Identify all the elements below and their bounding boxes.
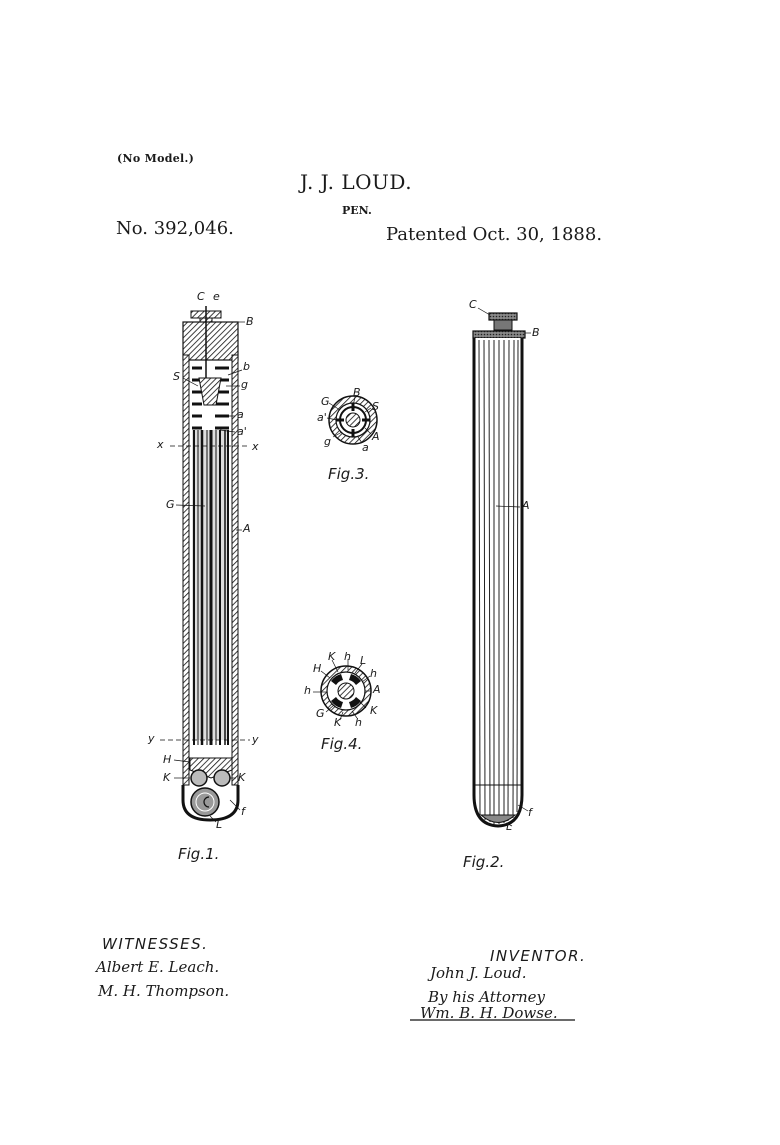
ref-label: K bbox=[163, 771, 171, 784]
ref-label: K bbox=[370, 704, 378, 717]
ref-label: A bbox=[372, 430, 380, 443]
fig2-drawing bbox=[473, 308, 531, 826]
inventor-name: J. J. LOUD. bbox=[300, 170, 413, 194]
no-model-note: (No Model.) bbox=[117, 152, 195, 165]
ref-label: b bbox=[243, 360, 250, 373]
ref-label: S bbox=[372, 400, 379, 413]
ref-label: y bbox=[252, 733, 259, 746]
inventor-heading: INVENTOR. bbox=[490, 947, 587, 965]
patent-date: Patented Oct. 30, 1888. bbox=[386, 224, 603, 245]
ref-label: B bbox=[353, 386, 361, 399]
ref-label: A bbox=[373, 683, 381, 696]
witnesses-heading: WITNESSES. bbox=[102, 935, 209, 953]
ref-label: h bbox=[355, 716, 362, 729]
ref-label: h bbox=[370, 667, 377, 680]
ref-label: f bbox=[528, 806, 532, 819]
ref-label: K bbox=[328, 650, 336, 663]
ref-label: B bbox=[532, 326, 540, 339]
ref-label: C bbox=[197, 290, 205, 303]
ref-label: x bbox=[252, 440, 259, 453]
fig4-caption: Fig.4. bbox=[321, 735, 363, 753]
ref-label: S bbox=[173, 370, 180, 383]
ref-label: y bbox=[148, 732, 155, 745]
ref-label: K bbox=[334, 716, 342, 729]
patent-title: PEN. bbox=[342, 204, 372, 217]
fig3-caption: Fig.3. bbox=[328, 465, 370, 483]
ref-label: L bbox=[506, 820, 513, 833]
ref-label: f bbox=[241, 805, 245, 818]
ref-label: C bbox=[469, 298, 477, 311]
fig2-caption: Fig.2. bbox=[463, 853, 505, 871]
ref-label: A bbox=[243, 522, 251, 535]
ref-label: a bbox=[362, 441, 369, 454]
ref-label: A bbox=[522, 499, 530, 512]
ref-label: a' bbox=[317, 411, 327, 424]
ref-label: H bbox=[163, 753, 172, 766]
ref-label: K bbox=[238, 771, 246, 784]
ref-label: L bbox=[216, 818, 223, 831]
ref-label: g bbox=[241, 378, 248, 391]
attorney-signature: Wm. B. H. Dowse. bbox=[420, 1004, 558, 1022]
ref-label: h bbox=[344, 650, 351, 663]
ref-label: L bbox=[360, 654, 367, 667]
ref-label: B bbox=[246, 315, 254, 328]
inventor-signature: John J. Loud. bbox=[430, 964, 527, 982]
ref-label: G bbox=[321, 395, 330, 408]
ref-label: x bbox=[157, 438, 164, 451]
fig1-caption: Fig.1. bbox=[178, 845, 220, 863]
ref-label: H bbox=[313, 662, 322, 675]
fig3-drawing bbox=[327, 396, 377, 444]
ref-label: G bbox=[316, 707, 325, 720]
ref-label: a bbox=[237, 408, 244, 421]
ref-label: h bbox=[304, 684, 311, 697]
witness-signature-1: Albert E. Leach. bbox=[96, 958, 220, 976]
ref-label: e bbox=[213, 290, 220, 303]
witness-signature-2: M. H. Thompson. bbox=[98, 982, 230, 1000]
by-attorney-text: By his Attorney bbox=[428, 988, 546, 1006]
ref-label: g bbox=[324, 435, 331, 448]
patent-number: No. 392,046. bbox=[116, 218, 234, 239]
fig1-drawing bbox=[160, 306, 250, 822]
ref-label: G bbox=[166, 498, 175, 511]
ref-label: a' bbox=[237, 425, 247, 438]
